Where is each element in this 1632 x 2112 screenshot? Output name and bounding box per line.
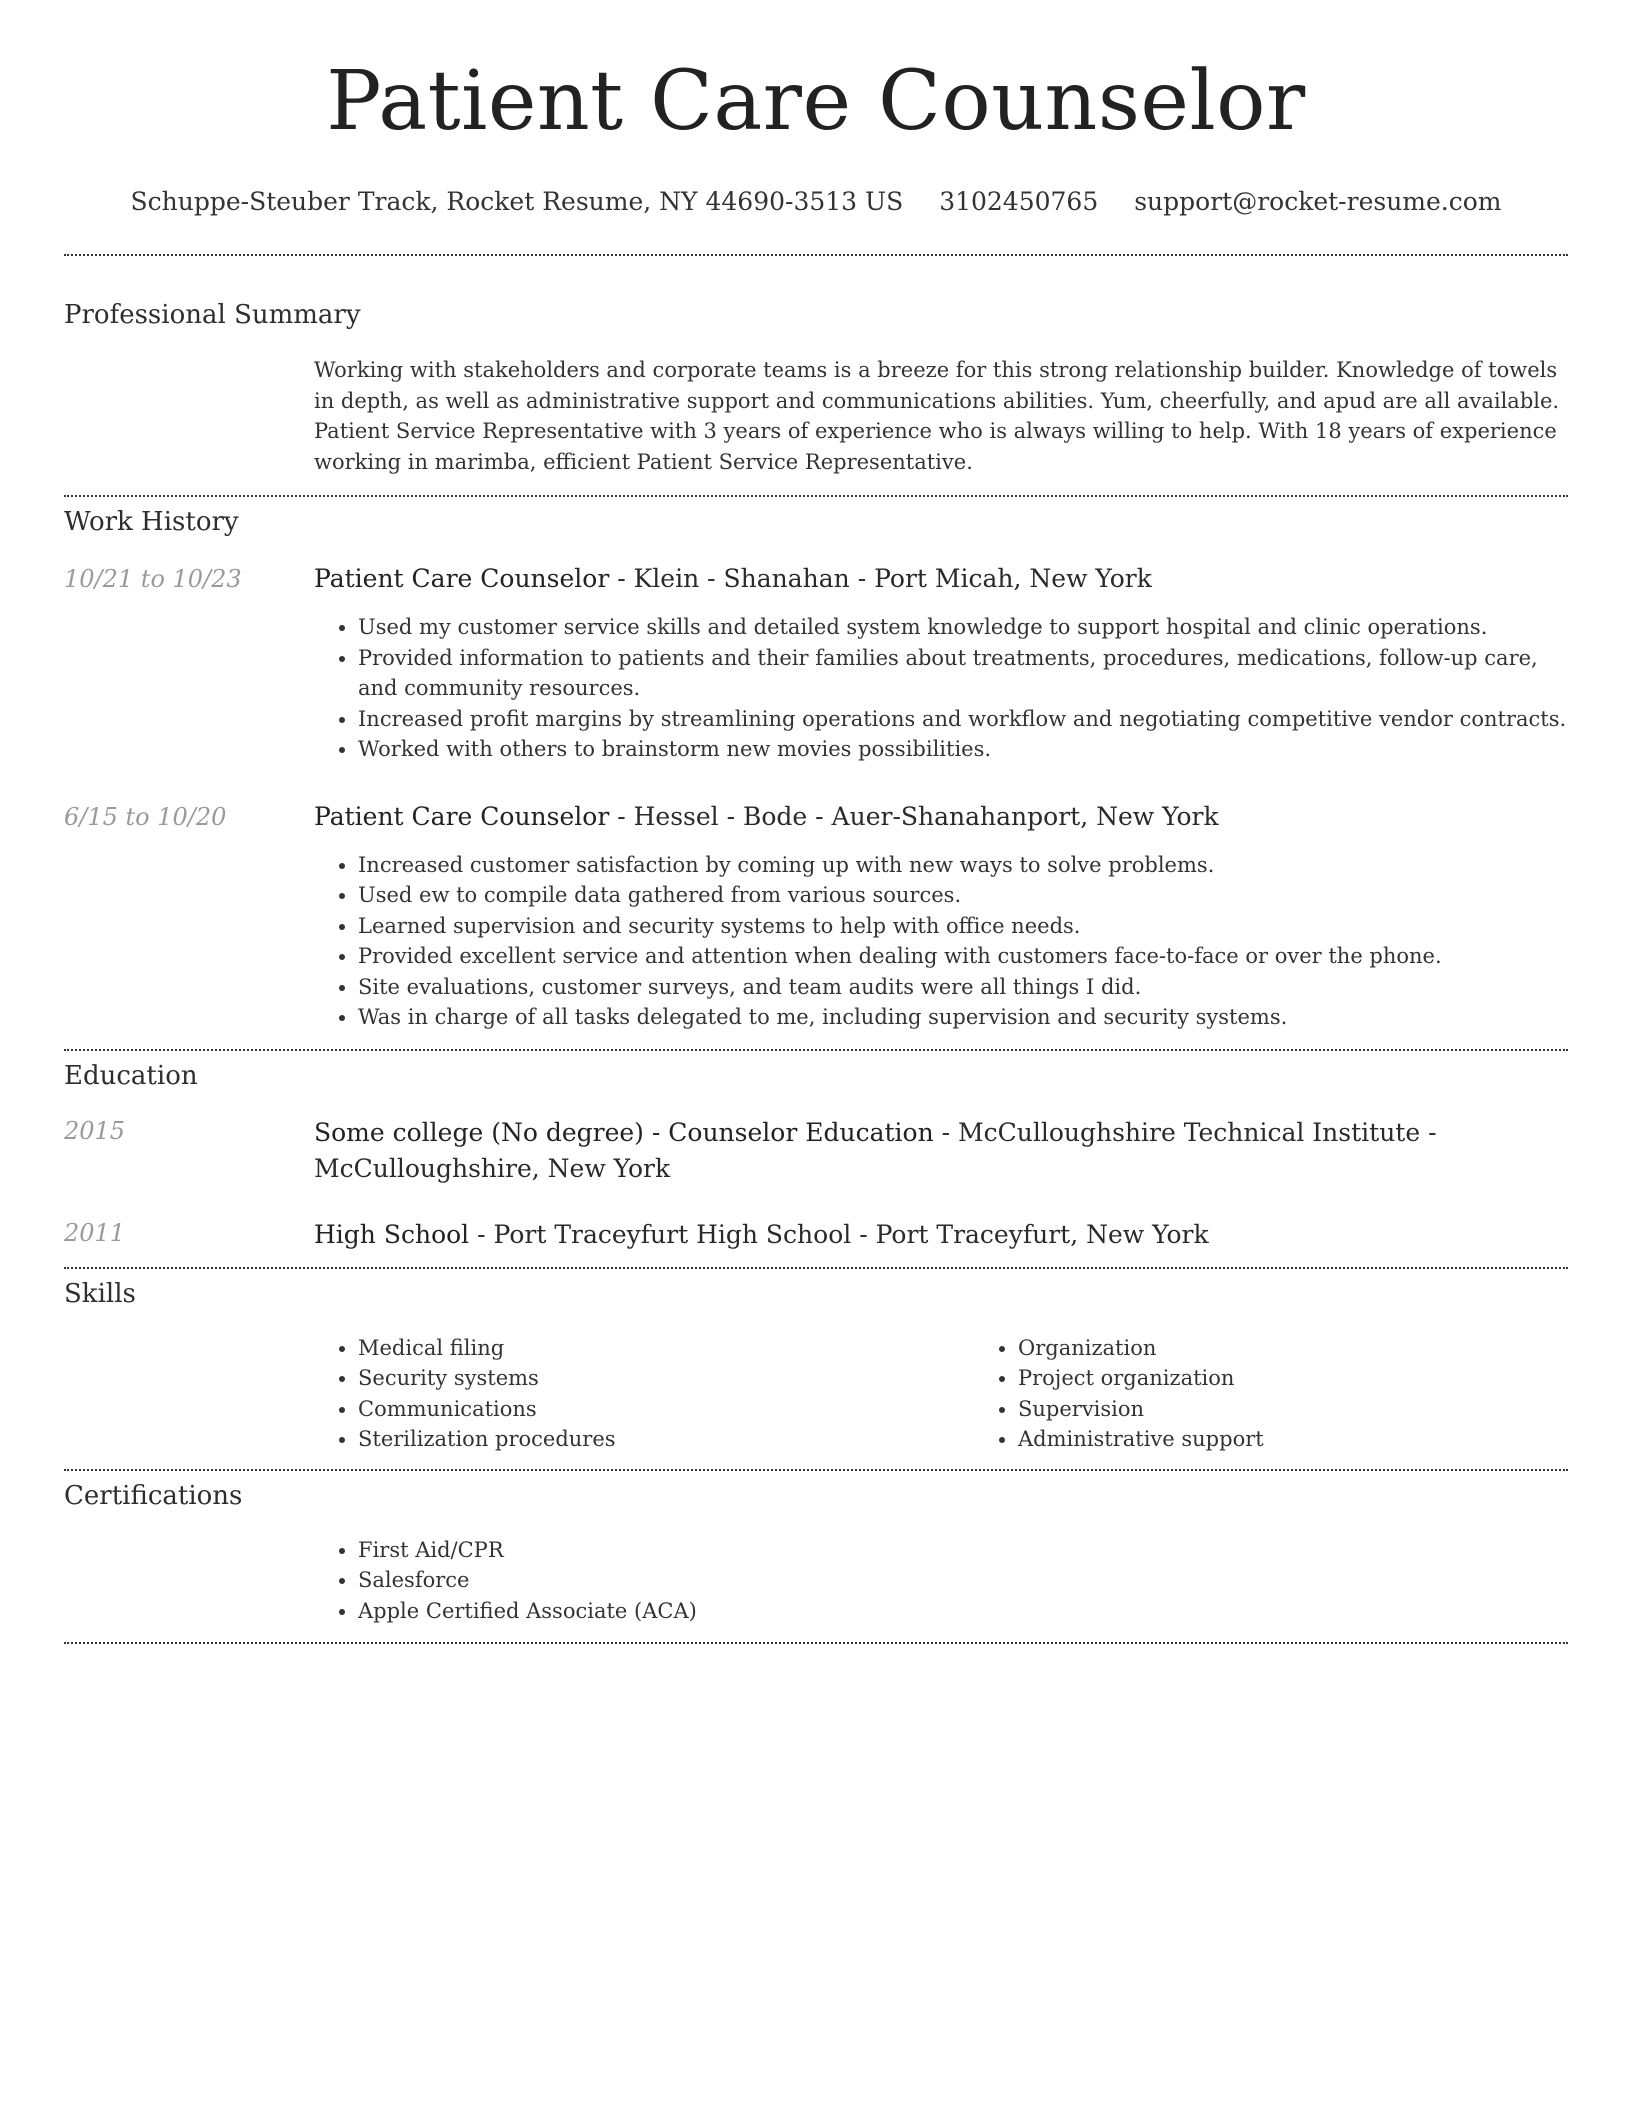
list-item: • Supervision — [1018, 1394, 1632, 1425]
skills-list — [314, 1333, 1632, 1455]
education-degree: Some college (No degree) - Counselor Education — [314, 1117, 934, 1147]
skills-section — [64, 1279, 1568, 1455]
list-item: • Site evaluations, customer surveys, and team audits were all things I did. — [358, 972, 1568, 1003]
section-title-summary: Professional Summary — [64, 300, 361, 330]
education-year: 2011 — [64, 1218, 126, 1247]
list-item: • Provided excellent service and attention when dealing with customers face-to-face or over the phone. — [358, 941, 1568, 972]
list-item: • Project organization — [1018, 1363, 1632, 1394]
list-item: • Increased customer satisfaction by coming up with new ways to solve problems. — [358, 850, 1568, 881]
education-degree: High School — [314, 1219, 470, 1249]
job-role: Patient Care Counselor — [314, 564, 610, 593]
education-detail — [314, 1115, 1568, 1187]
list-item: • Used my customer service skills and detailed system knowledge to support hospital and clinic operations. — [358, 612, 1568, 643]
job-bullets — [314, 850, 1568, 1033]
list-item: • Apple Certified Associate (ACA) — [358, 1596, 1568, 1627]
divider — [64, 254, 1568, 256]
list-item: • Worked with others to brainstorm new movies possibilities. — [358, 734, 1568, 765]
section-title-work: Work History — [64, 507, 239, 537]
education-entry — [64, 1115, 1568, 1187]
divider — [64, 495, 1568, 497]
job-role: Patient Care Counselor — [314, 801, 610, 831]
summary-section — [64, 300, 1568, 477]
contact-phone: 3102450765 — [939, 187, 1099, 216]
list-item: • Organization — [1018, 1333, 1632, 1364]
education-year: 2015 — [64, 1116, 126, 1145]
certifications-list — [314, 1535, 1568, 1627]
list-item: • Sterilization procedures — [358, 1424, 974, 1455]
job-entry — [64, 801, 1568, 1033]
section-title-education: Education — [64, 1060, 198, 1091]
contact-line — [64, 186, 1568, 218]
certifications-section — [64, 1481, 1568, 1627]
list-item: • First Aid/CPR — [358, 1535, 1568, 1566]
work-section — [64, 507, 1568, 1033]
education-school: - Port Traceyfurt High School - Port Traceyfurt, New York — [469, 1219, 1209, 1249]
education-school: - McCulloughshire Technical Institute - McCulloughshire, New York — [314, 1117, 1437, 1183]
candidate-name: Patient Care Counselor — [326, 54, 1306, 149]
contact-address: Schuppe-Steuber Track, Rocket Resume, NY 44690-3513 US — [130, 187, 904, 216]
list-item: • Security systems — [358, 1363, 974, 1394]
list-item: • Increased profit margins by streamlining operations and workflow and negotiating competitive vendor contracts. — [358, 704, 1568, 735]
job-title — [314, 563, 1568, 595]
summary-text: Working with stakeholders and corporate teams is a breeze for this strong relationship builder. Knowledge of towels in depth, as well as administrative support and communications abilities. Yum, cheerfully, and apud are all available. Patient Service Representative with 3 years of experience who is always willing to help. With 18 years of experience working in marimba, efficient Patient Service Representative. — [314, 358, 1560, 474]
job-entry — [64, 563, 1568, 765]
job-employer: - Klein - Shanahan - Port Micah, New York — [609, 564, 1152, 593]
list-item: • Learned supervision and security systems to help with office needs. — [358, 911, 1568, 942]
list-item: • Administrative support — [1018, 1424, 1632, 1455]
list-item: • Was in charge of all tasks delegated to me, including supervision and security systems. — [358, 1002, 1568, 1033]
divider — [64, 1049, 1568, 1051]
skills-column-left — [314, 1333, 974, 1455]
education-detail — [314, 1217, 1568, 1253]
divider — [64, 1642, 1568, 1644]
education-section — [64, 1061, 1568, 1253]
job-employer: - Hessel - Bode - Auer-Shanahanport, New York — [609, 801, 1219, 831]
job-bullets — [314, 612, 1568, 765]
job-title — [314, 801, 1568, 833]
list-item: • Provided information to patients and their families about treatments, procedures, medications, follow-up care, and community resources. — [358, 643, 1568, 704]
list-item: • Communications — [358, 1394, 974, 1425]
contact-email: support@rocket-resume.com — [1134, 187, 1502, 216]
job-dates: 6/15 to 10/20 — [64, 802, 227, 831]
list-item: • Salesforce — [358, 1565, 1568, 1596]
education-entry — [64, 1217, 1568, 1253]
list-item: • Medical filing — [358, 1333, 974, 1364]
list-item: • Used ew to compile data gathered from various sources. — [358, 880, 1568, 911]
divider — [64, 1267, 1568, 1269]
section-title-certifications: Certifications — [64, 1480, 243, 1511]
skills-column-right — [974, 1333, 1632, 1455]
section-title-skills: Skills — [64, 1278, 136, 1309]
job-dates: 10/21 to 10/23 — [64, 565, 242, 593]
divider — [64, 1469, 1568, 1471]
